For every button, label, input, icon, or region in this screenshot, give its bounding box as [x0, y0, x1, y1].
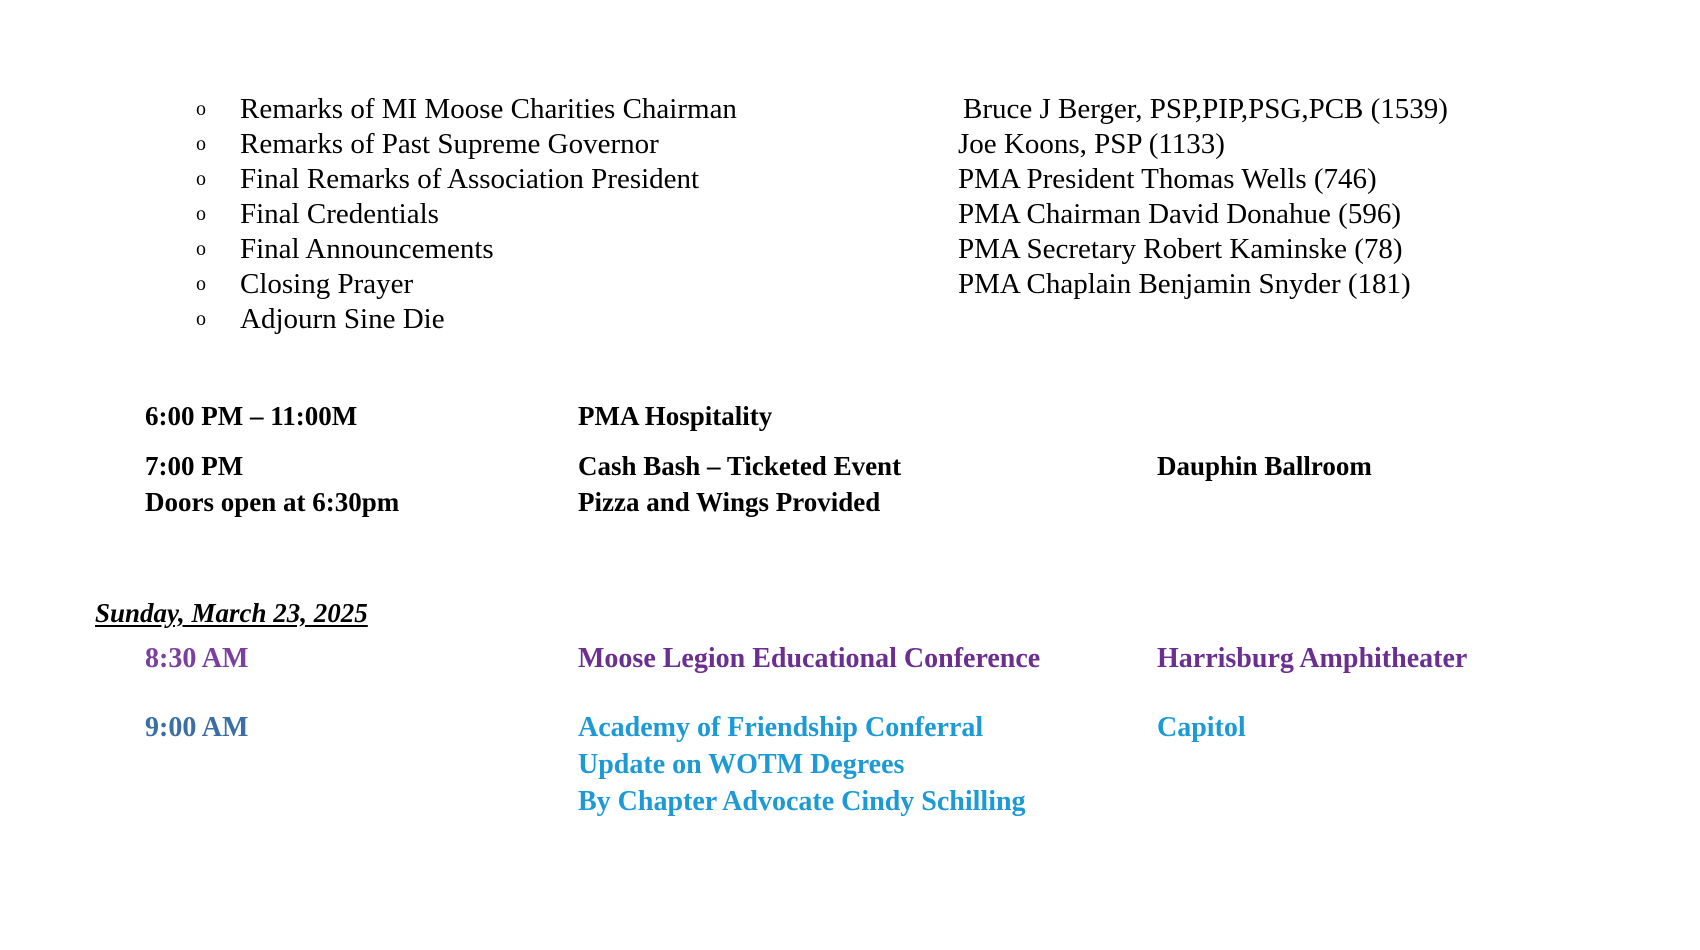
sunday-entry-time: 8:30 AM	[145, 643, 249, 674]
agenda-item	[0, 162, 1700, 197]
agenda-item-person: Bruce J Berger, PSP,PIP,PSG,PCB (1539)	[963, 93, 1448, 125]
sunday-entries-block	[0, 640, 1700, 820]
agenda-item-task: Final Credentials	[240, 198, 439, 230]
agenda-item	[0, 302, 1700, 337]
agenda-item-task: Remarks of Past Supreme Governor	[240, 128, 659, 160]
agenda-item-task: Remarks of MI Moose Charities Chairman	[240, 93, 737, 125]
agenda-item-person: Joe Koons, PSP (1133)	[958, 128, 1225, 160]
agenda-item-task: Adjourn Sine Die	[240, 303, 445, 335]
sunday-entry-subline-row	[0, 783, 1700, 820]
agenda-item-person: PMA President Thomas Wells (746)	[958, 163, 1377, 195]
schedule-event: Pizza and Wings Provided	[578, 487, 881, 517]
sunday-entry-event: Academy of Friendship Conferral	[578, 712, 984, 743]
schedule-location: Dauphin Ballroom	[1157, 451, 1372, 481]
agenda-item	[0, 267, 1700, 302]
bullet-circle-icon: o	[196, 98, 206, 120]
bullet-circle-icon: o	[196, 203, 206, 225]
bullet-circle-icon: o	[196, 133, 206, 155]
schedule-row	[0, 398, 1700, 434]
agenda-item	[0, 92, 1700, 127]
schedule-time: 6:00 PM – 11:00M	[145, 401, 358, 431]
schedule-block	[0, 398, 1700, 520]
agenda-item	[0, 197, 1700, 232]
agenda-item-person: PMA Chaplain Benjamin Snyder (181)	[958, 268, 1411, 300]
sunday-entry	[0, 640, 1700, 677]
bullet-circle-icon: o	[196, 238, 206, 260]
schedule-time: 7:00 PM	[145, 451, 244, 481]
sunday-entry-subline: By Chapter Advocate Cindy Schilling	[578, 786, 1026, 817]
sunday-entry	[0, 709, 1700, 746]
schedule-event: Cash Bash – Ticketed Event	[578, 451, 902, 481]
bullet-circle-icon: o	[196, 168, 206, 190]
agenda-item	[0, 127, 1700, 162]
sunday-entry-event: Moose Legion Educational Conference	[578, 643, 1041, 674]
sunday-entry-location: Capitol	[1157, 712, 1246, 743]
agenda-item-person: PMA Secretary Robert Kaminske (78)	[958, 233, 1403, 265]
schedule-row	[0, 448, 1700, 484]
schedule-event: PMA Hospitality	[578, 401, 773, 431]
bullet-circle-icon: o	[196, 273, 206, 295]
sunday-entry-time: 9:00 AM	[145, 712, 249, 743]
sunday-entry-subline-row	[0, 746, 1700, 783]
agenda-item	[0, 232, 1700, 267]
agenda-item-person: PMA Chairman David Donahue (596)	[958, 198, 1401, 230]
agenda-bulleted-list	[0, 92, 1700, 337]
agenda-item-task: Final Remarks of Association President	[240, 163, 700, 195]
agenda-item-task: Closing Prayer	[240, 268, 414, 300]
bullet-circle-icon: o	[196, 308, 206, 330]
agenda-item-task: Final Announcements	[240, 233, 494, 265]
schedule-time: Doors open at 6:30pm	[145, 487, 400, 517]
sunday-entry-subline: Update on WOTM Degrees	[578, 749, 905, 780]
day-heading: Sunday, March 23, 2025	[95, 598, 368, 628]
schedule-row	[0, 484, 1700, 520]
sunday-entry-location: Harrisburg Amphitheater	[1157, 643, 1468, 674]
